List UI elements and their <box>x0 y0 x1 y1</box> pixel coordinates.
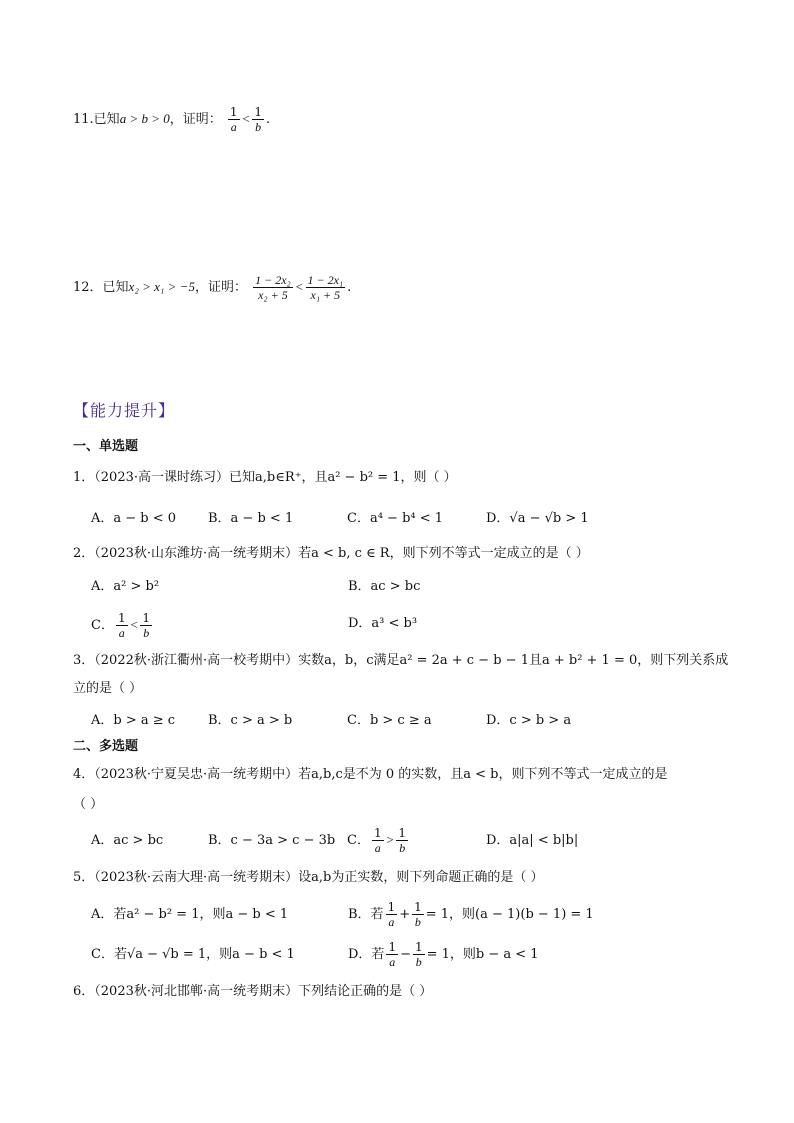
q3-stem-line2: 立的是（ ） <box>73 681 143 696</box>
q1-stem: 1．（2023·高一课时练习）已知a,b∈R⁺，且a² − b² = 1，则（ ） <box>73 470 457 485</box>
q4-option-b: B．c − 3a > c − 3b <box>208 833 336 848</box>
q6-stem: 6．（2023秋·河北邯郸·高一统考期末）下列结论正确的是（ ） <box>73 984 433 999</box>
q4-option-d: D．a|a| < b|b| <box>486 833 579 848</box>
q1-option-b: B．a − b < 1 <box>208 511 294 526</box>
problem-11: 11.已知a > b > 0，证明： $\frac{1}{a}$ < $\frac{1}{b}$ . <box>73 105 271 134</box>
q3-option-c: C．b > c ≥ a <box>347 713 432 728</box>
q1-option-a: A．a − b < 0 <box>91 511 177 526</box>
section-single-choice: 一、单选题 <box>73 439 139 454</box>
q5-option-a: A．若a² − b² = 1，则a − b < 1 <box>91 907 289 922</box>
q4-option-c: C． $\frac{1}{a}$ > $\frac{1}{b}$ <box>347 826 407 855</box>
p12-relation: < <box>294 279 304 294</box>
p12-condition: x₂ > x₁ > −5 <box>128 279 195 294</box>
p11-relation: < <box>241 111 251 126</box>
q3-option-a: A．b > a ≥ c <box>91 713 176 728</box>
ability-heading: 【能力提升】 <box>73 401 176 420</box>
q1-option-d: D．√a − √b > 1 <box>486 511 589 526</box>
q2-option-b: B．ac > bc <box>348 579 421 594</box>
q5-option-c: C．若√a − √b = 1，则a − b < 1 <box>91 947 295 962</box>
p11-prefix: 11.已知 <box>73 112 120 127</box>
q3-stem-line1: 3．（2022秋·浙江衢州·高一校考期中）实数a，b，c满足a² = 2a + c − b − 1且a + b² + 1 = 0，则下列关系成 <box>73 653 729 668</box>
section-multi-choice: 二、多选题 <box>73 739 139 754</box>
q5-option-b: B．若 $\frac{1}{a}$ + $\frac{1}{b}$ = 1，则(a − 1)(b − 1) = 1 <box>348 900 594 929</box>
p11-fraction-right: $\frac{1}{b}$ <box>254 105 262 134</box>
q2-option-a: A．a² > b² <box>91 579 160 594</box>
p12-prefix: 12．已知 <box>73 280 129 295</box>
q4-stem-line2: （ ） <box>73 797 104 812</box>
q5-stem: 5．（2023秋·云南大理·高一统考期末）设a,b为正实数，则下列命题正确的是（ ） <box>73 870 544 885</box>
q5-option-d: D．若 $\frac{1}{a}$ − $\frac{1}{b}$ = 1，则b − a < 1 <box>348 940 539 969</box>
q3-option-d: D．c > b > a <box>486 713 572 728</box>
q2-option-d: D．a³ < b³ <box>348 616 418 631</box>
p12-prove-label: ，证明： <box>194 280 247 295</box>
p12-fraction-right: $\frac{\text{1 − 2x₁}}{\text{x₁ + 5}}$ <box>307 273 344 302</box>
q1-option-c: C．a⁴ − b⁴ < 1 <box>347 511 444 526</box>
p11-fraction-left: $\frac{1}{a}$ <box>229 105 238 134</box>
q4-option-a: A．ac > bc <box>91 833 164 848</box>
q2-option-c: C． $\frac{1}{a}$ < $\frac{1}{b}$ <box>91 611 151 640</box>
p11-condition: a > b > 0 <box>119 111 170 126</box>
p11-prove-label: ，证明： <box>169 112 222 127</box>
p12-fraction-left: $\frac{\text{1 − 2x₂}}{\text{x₂ + 5}}$ <box>255 273 291 302</box>
problem-12: 12．已知x₂ > x₁ > −5，证明： $\frac{\text{1 − 2x₂}}{\text{x₂ + 5}}$ < $\frac{\text{1 − 2x₁}}{\text{x₁ + 5}}$ . <box>73 273 352 302</box>
q2-stem: 2．（2023秋·山东潍坊·高一统考期末）若a < b, c ∈ R，则下列不等式一定成立的是（ ） <box>73 546 589 561</box>
q3-option-b: B．c > a > b <box>208 713 293 728</box>
q4-stem-line1: 4．（2023秋·宁夏吴忠·高一统考期中）若a,b,c是不为 0 的实数，且a < b，则下列不等式一定成立的是 <box>73 767 668 782</box>
